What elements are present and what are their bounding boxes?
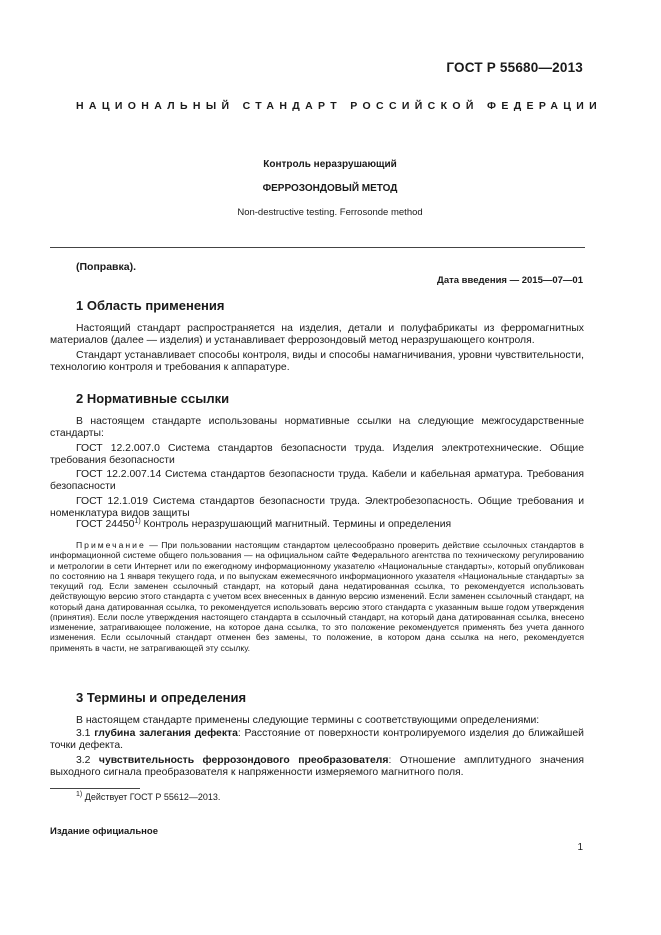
term-3-2-name: чувствительность феррозондового преобразователя (98, 755, 389, 766)
title-divider (50, 247, 585, 248)
term-3-1-definition: : Расстояние от поверхности контролируемого изделия до ближайшей точки дефекта. (50, 728, 584, 752)
document-title: ФЕРРОЗОНДОВЫЙ МЕТОД (262, 183, 398, 194)
footnote-marker: 1) (134, 518, 141, 525)
section-2-heading: 2 Нормативные ссылки (76, 391, 230, 406)
term-3-1 (50, 728, 584, 753)
reference-4-title: Контроль неразрушающий магнитный. Термины и определения (140, 519, 452, 530)
section-3-intro: В настоящем стандарте применены следующие термины с соответствующими определениями: (76, 715, 540, 726)
term-3-1-number: 3.1 (76, 728, 95, 739)
section-1-heading: 1 Область применения (76, 298, 225, 313)
note-label: Примечание (76, 540, 146, 550)
national-standard-heading: НАЦИОНАЛЬНЫЙ СТАНДАРТ РОССИЙСКОЙ ФЕДЕРАЦИИ (76, 100, 603, 112)
introduction-date: Дата введения — 2015—07—01 (437, 275, 583, 286)
document-title-english: Non-destructive testing. Ferrosonde method (237, 207, 423, 218)
section-2-intro: В настоящем стандарте использованы нормативные ссылки на следующие межгосударственные стандарты: (50, 416, 584, 440)
footnote (76, 792, 220, 802)
normative-reference-1: ГОСТ 12.2.007.0 Система стандартов безопасности труда. Изделия электротехнические. Общие требования безопасности (50, 443, 584, 467)
term-3-2 (50, 755, 584, 780)
references-note (50, 540, 584, 653)
note-text: — При пользовании настоящим стандартом целесообразно проверить действие ссылочных стандартов в информационной системе общего пользования — на официальном сайте Федерального агентства по техническому регулированию и метрологии в сети Интернет или по ежегодному информационному указателю «Национальные стандарты», который опубликован по состоянию на 1 января текущего года, и по выпускам ежемесячного информационного указателя «Национальные стандарты» за текущий год. Если заменен ссылочный стандарт, на который дана недатированная ссылка, то рекомендуется использовать действующую версию этого стандарта с учетом всех внесенных в данную версию изменений. Если заменен ссылочный стандарт, на который дана датированная ссылка, то рекомендуется использовать версию этого стандарта с указанным выше годом утверждения (принятия). Если после утверждения настоящего стандарта в ссылочный стандарт, на который дана датированная ссылка, внесено изменение, затрагивающее положение, на которое дана ссылка, то это положение рекомендуется применять без учета данного изменения. Если ссылочный стандарт отменен без замены, то положение, в котором дана ссылка на него, рекомендуется применять в части, не затрагивающей эту ссылку. (50, 540, 584, 653)
normative-reference-2: ГОСТ 12.2.007.14 Система стандартов безопасности труда. Кабели и кабельная арматура. Требования безопасности (50, 469, 584, 493)
section-1-paragraph-1: Настоящий стандарт распространяется на изделия, детали и полуфабрикаты из ферромагнитных материалов (далее — изделия) и устанавливает феррозондовый метод неразрушающего контроля. (50, 323, 584, 347)
normative-reference-3: ГОСТ 12.1.019 Система стандартов безопасности труда. Электробезопасность. Общие требования и номенклатура видов защиты (50, 496, 584, 520)
footnote-number: 1) (76, 791, 83, 798)
term-3-2-definition: : Отношение амплитудного значения выходного сигнала преобразователя к напряженности измеряемого магнитного поля. (50, 755, 584, 779)
normative-reference-4 (50, 519, 584, 531)
official-edition-label: Издание официальное (50, 826, 158, 837)
amendment-note: (Поправка). (76, 261, 137, 273)
document-subtitle: Контроль неразрушающий (263, 159, 397, 170)
section-1-paragraph-2: Стандарт устанавливает способы контроля, виды и способы намагничивания, уровни чувствительности, технологию контроля и требования к аппаратуре. (50, 350, 584, 374)
document-number: ГОСТ Р 55680—2013 (446, 60, 583, 75)
term-3-2-number: 3.2 (76, 755, 99, 766)
footnote-text: Действует ГОСТ Р 55612—2013. (82, 792, 221, 802)
term-3-1-name: глубина залегания дефекта (94, 728, 238, 739)
page-number: 1 (577, 842, 583, 853)
reference-4-code: ГОСТ 24450 (76, 519, 135, 530)
footnote-divider (50, 788, 140, 789)
section-3-heading: 3 Термины и определения (76, 690, 247, 705)
